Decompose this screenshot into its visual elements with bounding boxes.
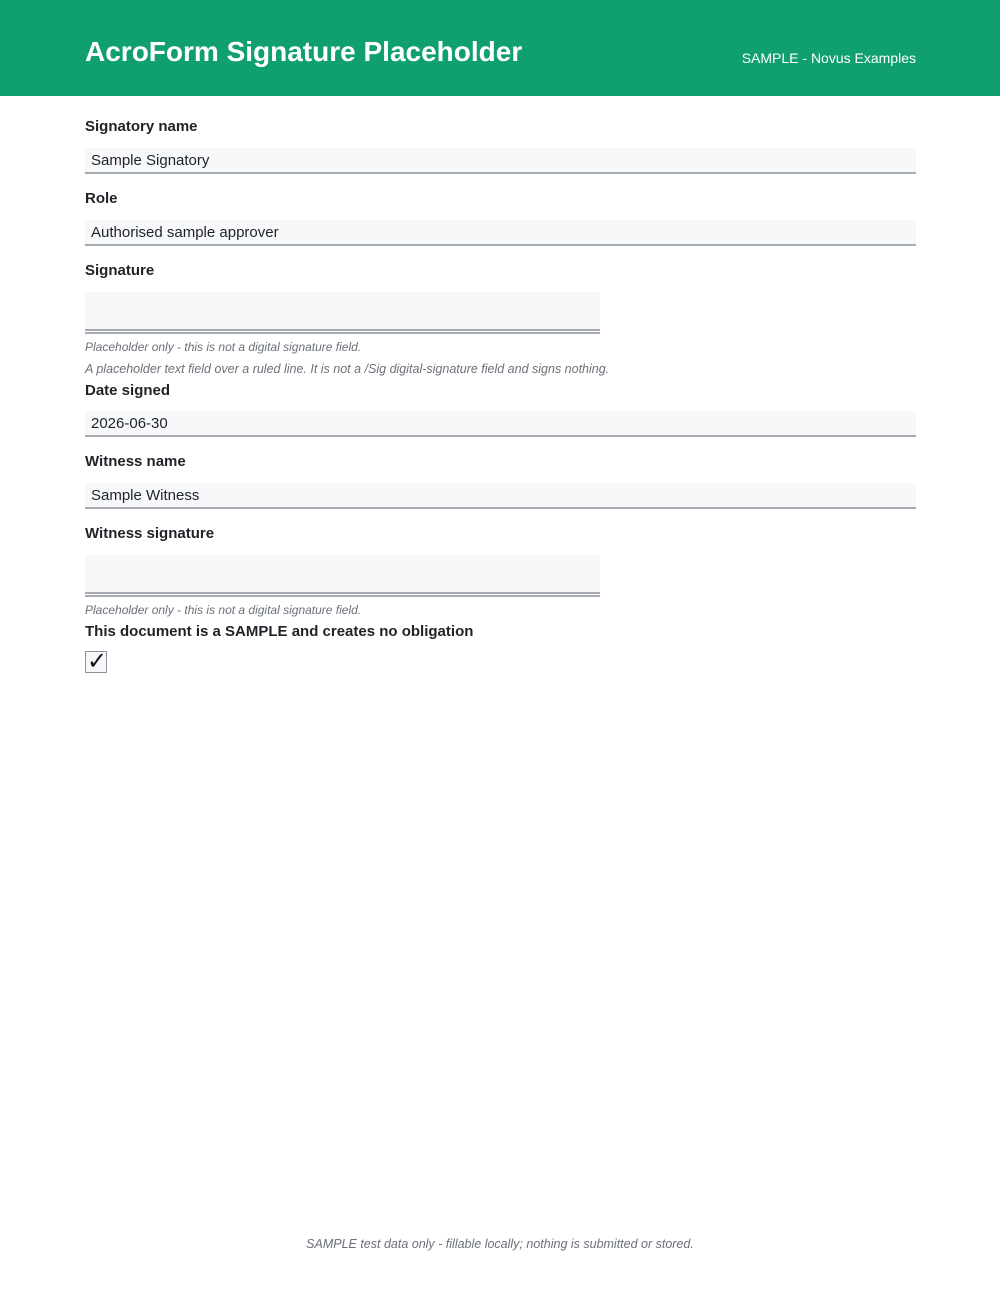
signature-label: Signature xyxy=(85,262,155,279)
witness-signature-field[interactable] xyxy=(85,555,600,593)
signature-ruled-line xyxy=(85,329,600,334)
signature-description: A placeholder text field over a ruled line. It is not a /Sig digital-signature field and signs nothing. xyxy=(85,362,610,376)
signatory-name-value: Sample Signatory xyxy=(91,152,210,169)
date-signed-value: 2026-06-30 xyxy=(91,415,168,432)
witness-signature-ruled-line xyxy=(85,592,600,597)
signature-note: Placeholder only - this is not a digital signature field. xyxy=(85,340,362,354)
witness-name-value: Sample Witness xyxy=(91,487,200,504)
role-field[interactable] xyxy=(85,220,916,246)
witness-signature-label: Witness signature xyxy=(85,525,215,542)
role-value: Authorised sample approver xyxy=(91,224,279,241)
page-title: AcroForm Signature Placeholder xyxy=(85,36,523,67)
witness-name-label: Witness name xyxy=(85,453,186,470)
date-signed-field[interactable] xyxy=(85,411,916,437)
page-header xyxy=(0,0,1000,96)
witness-name-field[interactable] xyxy=(85,483,916,509)
sample-acknowledgement-label: This document is a SAMPLE and creates no obligation xyxy=(85,623,474,640)
signatory-name-label: Signatory name xyxy=(85,118,198,135)
date-signed-label: Date signed xyxy=(85,382,171,399)
signature-field[interactable] xyxy=(85,292,600,330)
witness-signature-note: Placeholder only - this is not a digital signature field. xyxy=(85,603,362,617)
checkmark-icon: ✓ xyxy=(87,647,108,675)
header-subtitle: SAMPLE - Novus Examples xyxy=(741,50,916,66)
role-label: Role xyxy=(85,190,118,207)
page-footer: SAMPLE test data only - fillable locally; nothing is submitted or stored. xyxy=(306,1237,694,1251)
sample-acknowledgement-checkbox[interactable] xyxy=(85,647,108,675)
signatory-name-field[interactable] xyxy=(85,148,916,174)
